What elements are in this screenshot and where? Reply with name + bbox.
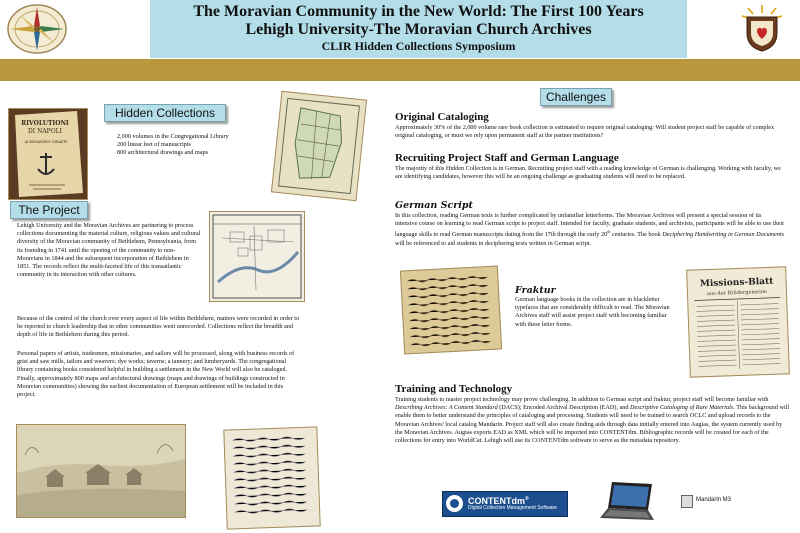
fraktur-section bbox=[515, 285, 675, 329]
contentdm-name: CONTENTdm bbox=[468, 496, 525, 506]
list-item: 200 linear feet of manuscripts bbox=[117, 141, 191, 149]
book-title-line-2: DI NAPOLI bbox=[28, 128, 62, 135]
section-heading: Training and Technology bbox=[395, 383, 513, 395]
handwritten-manuscript-image bbox=[223, 426, 320, 529]
challenges-label: Challenges bbox=[540, 88, 612, 106]
compass-logo bbox=[6, 3, 68, 55]
contentdm-logo: CONTENTdm® Digital Collection Management Software bbox=[442, 491, 568, 517]
bethlehem-map-image bbox=[209, 211, 305, 302]
document-subtitle: aus der Brüdergemeine bbox=[706, 288, 768, 298]
book-title-line-1: RIVOLUTIONI bbox=[21, 120, 69, 127]
section-heading: Fraktur bbox=[515, 285, 556, 296]
old-book-image bbox=[8, 108, 88, 200]
title-banner bbox=[150, 0, 687, 58]
list-item: 800 architectural drawings and maps bbox=[117, 149, 209, 157]
training-technology-section bbox=[395, 383, 790, 445]
original-cataloging-section bbox=[395, 111, 785, 140]
german-manuscript-image bbox=[400, 265, 502, 354]
lehigh-shield-logo bbox=[738, 3, 786, 53]
section-text: German language books in the collection are in blackletter typefaces that are considerably difficult to read. The Moravian Archives staff will assist project staff with becoming familiar with these letter forms. bbox=[515, 296, 670, 328]
poster-subtitle: Lehigh University-The Moravian Church Archives bbox=[245, 21, 592, 38]
section-text: Approximately 30% of the 2,000 volume rare book collection is estimated to require original cataloging: Will student project staff be capable of complex original cataloging, or must we rely upon permanent staff at the partner institutions? bbox=[395, 124, 775, 140]
contentdm-subtitle: Digital Collection Management Software bbox=[468, 505, 557, 511]
book-title-line-3: ALESSANDRO GIRAFFI bbox=[24, 140, 68, 144]
project-paragraph-1: Lehigh University and the Moravian Archives are partnering to process collections documenting the material culture, religious values and cultural diversity of the Moravian community of Bethlehem, Pennsylvania, from its founding in 1741 until the opening of the community to non-Moravians in 1844 and the subsequent incorporation of Bethlehem in 1851. The records reflect the multi-faceted life of this transatlantic community in its interaction with other cultures. bbox=[17, 222, 201, 279]
laptop-icon bbox=[598, 480, 656, 524]
town-map-image bbox=[271, 91, 367, 201]
list-item: 2,000 volumes in the Congregational Library bbox=[117, 133, 229, 140]
mandarin-icon bbox=[681, 495, 693, 508]
the-project-label: The Project bbox=[10, 201, 88, 219]
fraktur-document-image bbox=[686, 266, 790, 377]
section-text: Training students to master project technology may prove challenging. In addition to German script and fraktur, project staff will become familiar with Describing Archives: A Content Standard (DACS); Encoded Archival Description (EAD), and Descriptive Cataloging of Rare Materials. This background will enable them to better understand the principles of cataloging and processing. Students will need to be trained to search OCLC and upload records to the Moravian Archives' local catalog Mandarin. Project staff will also create finding aids through data initially entered into Augias, the system currently used by the Moravian Archives. Augias exports EAD as XML which will be imported into CONTENTdm. Bibliographic records will be created for each of the collections for entry into WorldCat. Lehigh will use its CONTENTdm software to serve as the metadata repository. bbox=[395, 396, 790, 445]
mandarin-label: Mandarin M3 bbox=[696, 497, 732, 503]
poster-event: CLIR Hidden Collections Symposium bbox=[321, 39, 516, 53]
section-heading: Original Cataloging bbox=[395, 111, 489, 123]
document-masthead: Missions-Blatt bbox=[699, 276, 774, 290]
poster-title: The Moravian Community in the New World: The First 100 Years bbox=[193, 3, 644, 20]
section-heading: German Script bbox=[395, 200, 473, 211]
settlement-drawing-image bbox=[16, 424, 186, 518]
hidden-collections-list bbox=[117, 133, 277, 158]
section-text: The majority of this Hidden Collection is in German. Recruiting project staff with a reading knowledge of German is challenging. Working with faculty, we are identifying candidates, however this will be an ongoing challenge as graduating students will need to be replaced. bbox=[395, 165, 781, 181]
header-band bbox=[0, 59, 800, 81]
section-text: In this collection, reading German texts is further complicated by unfamiliar letterforms. The Moravian Archives will present a special session of its intensive course on learning to read German script to project staff. Intended for faculty, graduate students, and archivists, participants will be able to use their language skills to read German manuscripts dating from the 17th through the early 20th centuries. The book Deciphering Handwriting in German Documents will be referenced to aid students in deciphering texts written in German script. bbox=[395, 212, 785, 247]
section-heading: Recruiting Project Staff and German Language bbox=[395, 152, 619, 164]
recruiting-section bbox=[395, 152, 785, 181]
project-paragraph-2: Because of the control of the church over every aspect of life within Bethlehem, matters were recorded in order to be reported to church leadership that in other communities went unrecorded. Collections reflect the breadth and depth of life in Bethlehem during this period. bbox=[17, 315, 300, 339]
hidden-collections-label: Hidden Collections bbox=[104, 104, 226, 122]
german-script-section bbox=[395, 200, 785, 248]
project-paragraph-3: Personal papers of artists, tradesmen, missionaries, and sailors will be processed, along with business records of grist and saw mills, tailors and weavers; dye works; taverns; a tannery; and lumberyards. The congregational library containing books considered helpful in building a settlement in the New World will also be cataloged. Finally, approximately 800 maps and architectural drawings (maps and drawings of buildings constructed in Moravian communities) showing the earliest documentation of European settlement will be included in this project. bbox=[17, 350, 295, 399]
